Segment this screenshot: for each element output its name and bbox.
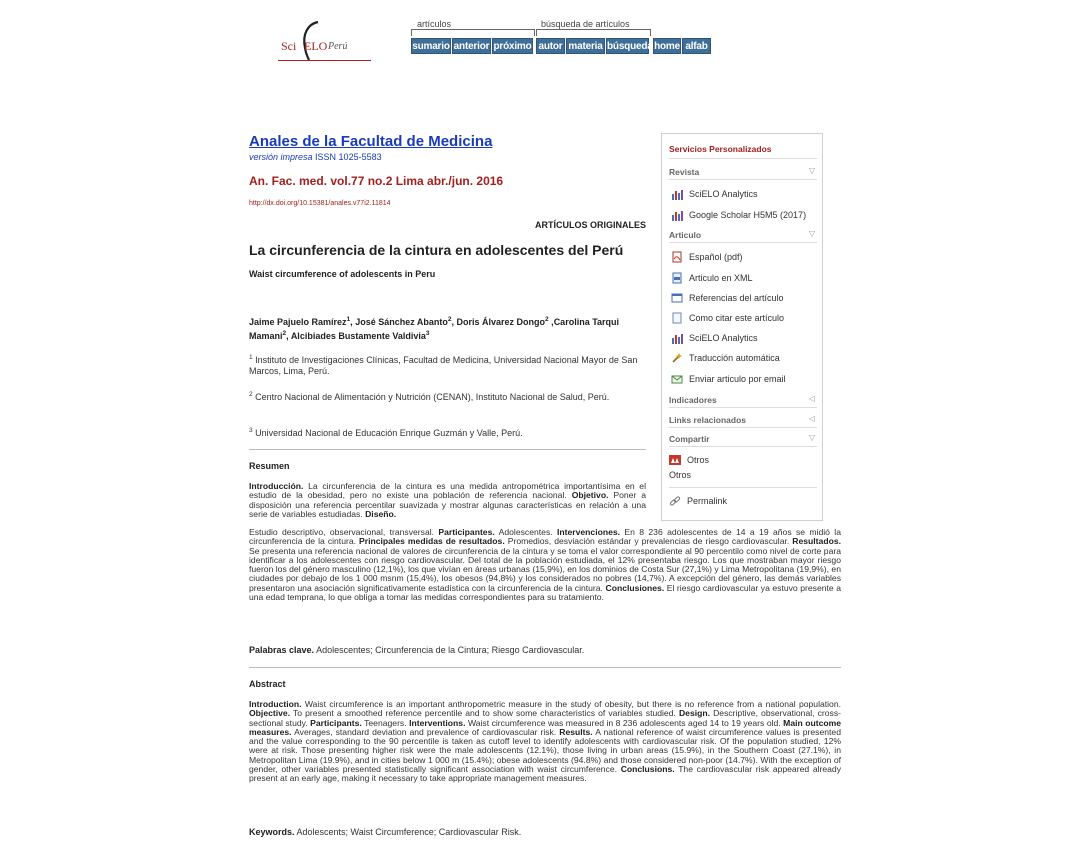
bar-chart-icon [671,332,683,344]
share-otros-text: Otros [669,470,692,480]
traduccion-automatica-link[interactable] [671,352,780,365]
article-title: La circunferencia de la cintura en adolescentes del Perú [249,242,624,258]
abstract-label: Objective. [249,708,291,719]
issn-number: ISSN 1025-5583 [315,152,382,162]
links-relacionados-section-label: Links relacionados [669,415,746,425]
articles-group-label: artículos [417,19,452,29]
journal-title-link[interactable]: Anales de la Facultad de Medicina [249,133,493,150]
services-title: Servicios Personalizados [669,144,772,154]
resumen-wrapped [249,482,646,519]
articulo-item-label: Español (pdf) [689,252,743,262]
keywords-text: Adolescents; Waist Circumference; Cardiovascular Risk. [296,827,522,837]
author-affil-ref: 3 [425,330,430,337]
articulo-item-label: Traducción automática [689,353,780,363]
section-label: ARTÍCULOS ORIGINALES [534,220,646,230]
resumen-text: En 8 236 adolescentes de 14 a 19 años se midió la circunferencia de la cintura. [249,527,841,547]
chevron-down-icon: ▽ [808,229,815,238]
permalink-link[interactable] [669,495,727,508]
nav-autor-button[interactable]: autor [536,38,565,54]
articulo-item-label: Referencias del artículo [689,293,784,303]
resumen-label: Resultados. [792,536,841,547]
divider [669,487,817,488]
abstract-label: Conclusions. [620,764,675,775]
resumen-text: Poner a disposición una referencia percentilar suavizada y mostrar algunas características en relación a una serie de variables estudiadas. [249,490,647,519]
nav-alfab-button[interactable]: alfab [682,38,711,54]
logo-text-sci: Sci [281,39,297,53]
revista-item-label: Google Scholar H5M5 (2017) [689,210,807,220]
scielo-peru-logo[interactable] [278,18,374,62]
revista-section-label: Revista [669,167,700,177]
abstract-text: To present a smoothed reference percentile and to show some characteristics of variables studied. [293,708,676,719]
abstract-text: Teenagers. [364,717,407,728]
referencias-articulo-link[interactable] [671,292,784,305]
abstract-text: Waist circumference was measured in 8 236 adolescents aged 14 to 19 years old. [467,717,781,728]
logo-text-elo: ELO [304,39,328,53]
author-affil-ref: 2 [545,316,549,323]
articulo-xml-link[interactable] [671,272,753,285]
articulo-item-label: Articulo en XML [689,273,753,283]
affiliation [249,389,644,403]
abstract-keywords [249,827,521,837]
doi-link[interactable]: http://dx.doi.org/10.15381/anales.v77i2.11814 [249,200,391,207]
author-affil-ref: 2 [447,316,452,323]
author-name: José Sánchez Abanto [355,317,448,327]
resumen-text: La circunferencia de la cintura es una medida antropométrica importantísima en el estudio de la obesidad, pero no existe una población de referencia nacional. [249,481,647,501]
revista-scielo-analytics-link[interactable] [671,188,758,201]
author-list: Jaime Pajuelo Ramírez$^1$, José Sánchez Abanto$^2$, Doris Álvarez Dongo$^2$ ,Carolina Tarqui Mamani$^2$, Alcibiades Bustamente Valdivia$^3$ [249,316,620,341]
abstract-label: Main outcome measures. [249,717,842,737]
abstract-heading: Abstract [249,679,286,689]
resumen-label: Principales medidas de resultados. [359,536,505,547]
permalink-label: Permalink [687,496,728,506]
author-name: Carolina Tarqui Mamani [249,317,620,341]
articulo-item-label: Enviar articulo por email [689,374,786,384]
search-group-bracket [536,29,651,36]
como-citar-link[interactable] [671,312,784,325]
divider [669,158,817,159]
articulo-section-label: Articulo [669,230,702,240]
chevron-down-icon: ▽ [808,433,815,442]
revista-section-toggle[interactable] [669,167,817,180]
resumen-keywords [249,645,584,655]
revista-item-label: SciELO Analytics [689,189,758,199]
author-name: Jaime Pajuelo Ramírez [249,317,347,327]
articulo-item-label: SciELO Analytics [689,333,758,343]
espanol-pdf-link[interactable] [671,251,743,264]
nav-materia-button[interactable]: materia [566,38,605,54]
references-window-icon [671,292,683,304]
keywords-label: Palabras clave. [249,645,315,655]
divider [249,449,646,450]
resumen-text: Se presenta una referencia nacional de valores de circunferencia de la cintura y se toma el valor correspondiente al 90 percentilo como nivel de corte para identificar a los adolescentes con riesgo cardiovascular. Del total de la población estudiada, el 12% presentaba riesgo. Los que mostraban mayor riesgo fueron los del género masculino (12,1%), los que vivían en áreas urbanas (15,9%), en los dominios de Costa Sur (27,1%) y Lima Metropolitana (19,9%), en ciudades por debajo de los 1 000 msnm (15,4%), los obesos (94,8%) y los considerados no pobres (14,7%). A excepción del género, las demás variables presentaron una asociación significativamente estadística con la circunferencia de la cintura. [249,545,841,593]
bar-chart-icon [671,188,683,200]
nav-busqueda-button[interactable]: búsqueda [606,38,649,54]
resumen-label: Objetivo. [571,490,609,501]
articulo-scielo-analytics-link[interactable] [671,332,758,345]
magic-wand-icon [671,352,683,364]
author-affil-ref: 2 [282,330,287,337]
affiliation [249,352,644,377]
journal-issn [249,152,382,162]
services-panel [661,133,823,521]
keywords-text: Adolescentes; Circunferencia de la Cintura; Riesgo Cardiovascular. [316,645,585,655]
abstract-label: Participants. [310,717,362,728]
logo-underline [278,60,371,61]
chevron-down-icon: ▽ [808,166,815,175]
affiliation-text: Centro Nacional de Alimentación y Nutrición (CENAN), Instituto Nacional de Salud, Perú. [255,392,610,402]
compartir-section-label: Compartir [669,434,710,444]
affiliation-number: 1 [249,354,253,361]
enviar-email-link[interactable] [671,373,786,386]
issue-line: An. Fac. med. vol.77 no.2 Lima abr./jun. 2016 [249,174,504,188]
affiliation-text: Instituto de Investigaciones Clínicas, Facultad de Medicina, Universidad Nacional Mayor de San Marcos, Lima, Perú. [249,355,638,376]
affiliation-number: 2 [249,391,253,398]
abstract-label: Introduction. [249,699,302,709]
bar-chart-icon [671,209,683,221]
resumen-heading: Resumen [249,461,290,471]
nav-proximo-button[interactable]: próximo [492,38,533,54]
articles-group-bracket [411,29,535,36]
divider [249,667,841,668]
author-name: Alcibiades Bustamente Valdivia [290,331,426,341]
resumen-label: Introducción. [249,481,304,491]
nav-anterior-button[interactable]: anterior [452,38,491,54]
resumen-text: Adolescentes. [498,527,553,537]
resumen-text: Promedios, desviación estándar y prevalencias de riesgo cardiovascular. [507,536,790,547]
affiliation-text: Universidad Nacional de Educación Enrique Guzmán y Valle, Perú. [255,428,523,438]
resumen-label: Participantes. [438,527,495,537]
indicadores-section-toggle[interactable] [669,395,817,408]
article-subtitle: Waist circumference of adolescents in Peru [249,269,436,279]
abstract-text: The cardiovascular risk appeared already present at an early age, making it necessary to take appropriate management measures. [249,764,841,784]
chevron-left-icon: ◁ [808,394,815,403]
chevron-left-icon: ◁ [808,414,815,423]
abstract-label: Design. [678,708,710,719]
articulo-section-toggle[interactable] [669,230,817,243]
issn-prefix: versión impresa [249,152,313,162]
share-otros-link[interactable] [669,454,709,467]
abstract-label: Results. [559,726,593,737]
share-otros-icon [669,454,681,466]
pdf-icon [671,251,683,263]
search-group-label: búsqueda de artículos [541,19,630,29]
abstract-text: Descriptive, observational, cross-sectional study. [249,708,842,728]
resumen-text: El riesgo cardiovascular ya estuvo presente a una edad temprana, lo que obliga a tomar las medidas correspondientes para su tratamiento. [249,582,841,603]
nav-home-button[interactable]: home [653,38,681,54]
author-affil-ref: 1 [346,316,351,323]
nav-sumario-button[interactable]: sumario [411,38,451,54]
author-name: Doris Álvarez Dongo [456,317,546,327]
resumen-label: Conclusiones. [605,582,665,593]
abstract-body [249,700,841,784]
resumen-label: Intervenciones. [556,527,621,537]
share-otros-label: Otros [687,455,710,465]
affiliation [249,425,644,439]
resumen-text: Estudio descriptivo, observacional, transversal. [249,527,435,537]
articulo-item-label: Como citar este artículo [689,313,785,323]
google-scholar-h5m5-link[interactable] [671,209,806,222]
link-chain-icon [669,495,681,507]
resumen-label: Diseño. [365,508,397,519]
resumen-full [249,528,841,602]
citation-document-icon [671,312,683,324]
compartir-section-toggle[interactable] [669,434,817,447]
abstract-text: Waist circumference is an important anthropometric measure in the study of obesity, but there is no reference from a national population. [304,699,842,709]
links-relacionados-section-toggle[interactable] [669,415,817,428]
email-icon [671,373,683,385]
xml-document-icon [671,272,683,284]
abstract-label: Interventions. [409,717,466,728]
indicadores-section-label: Indicadores [669,395,717,405]
abstract-text: Averages, standard deviation and prevalence of cardiovascular risk. [294,726,557,737]
logo-text-country: Perú [328,41,348,52]
affiliation-number: 3 [249,427,253,434]
abstract-text: A national reference of waist circumference values is presented and the value corresponding to the 90 percentile is taken as cutoff level to identify adolescents with cardiovascular risk. Of the population studied, 12% were at risk. Those presenting higher risk were the male adolescents (12.1%), those living in urban areas (15.9%), in the Southern Coast (27.1%), in Metropolitan Lima (19.9%), and in cities below 1 000 m (15.4%); obese adolescents (94.8%) and those considered non-poor (14.7%). With the exception of gender, other variables presented statistically significant association with waist circumference. [249,726,841,775]
keywords-label: Keywords. [249,827,295,837]
